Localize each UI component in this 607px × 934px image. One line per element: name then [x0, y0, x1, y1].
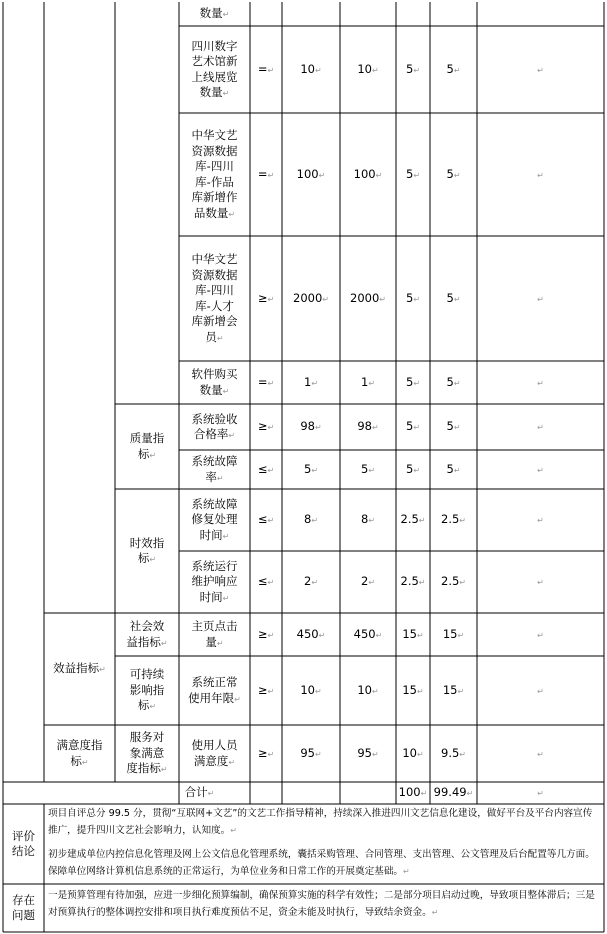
target-value-line: 2000 [293, 290, 323, 305]
weight-value [396, 746, 430, 763]
return-mark-icon: ↵ [314, 423, 322, 433]
return-mark-icon: ↵ [537, 423, 544, 433]
return-mark-icon: ↵ [371, 65, 379, 75]
operator-cell-line: = [257, 374, 268, 389]
actual-value-line: 5 [360, 461, 369, 476]
operator-cell [250, 574, 282, 591]
remark-cell [477, 746, 604, 763]
score-value [430, 462, 477, 479]
indicator-name-line: 品数量 [193, 205, 229, 220]
return-mark-icon: ↵ [99, 665, 106, 675]
target-value [282, 512, 340, 529]
indicator-name-line: 员 [205, 329, 217, 344]
score-value-line: 15 [442, 682, 458, 697]
actual-value [340, 746, 396, 763]
score-value-line: 5 [446, 461, 454, 476]
operator-cell [250, 746, 282, 763]
return-mark-icon: ↵ [537, 65, 544, 75]
indicator-name-line: 修复处理 [191, 512, 238, 527]
actual-value [340, 62, 396, 79]
score-value [430, 683, 477, 700]
weight-value-line: 5 [405, 61, 414, 76]
return-mark-icon: ↵ [318, 630, 326, 640]
level2-service-line: 象满意 [129, 745, 165, 760]
target-value [282, 627, 340, 644]
return-mark-icon: ↵ [234, 694, 241, 704]
operator-cell-line: ≤ [257, 574, 268, 589]
total-score [430, 785, 477, 802]
actual-value [340, 419, 396, 436]
return-mark-icon: ↵ [537, 789, 544, 798]
issues-label [3, 893, 44, 924]
return-mark-icon: ↵ [379, 294, 386, 304]
return-mark-icon: ↵ [416, 686, 424, 696]
return-mark-icon: ↵ [222, 386, 230, 396]
weight-value [396, 683, 430, 700]
total-label [3, 785, 396, 802]
level2-sustainable [117, 667, 177, 715]
actual-value [340, 683, 396, 700]
score-value-line: 5 [446, 166, 454, 181]
operator-cell [250, 627, 282, 644]
evaluation-paragraph: 项目自评总分 99.5 分，贯彻“互联网+文艺”的文艺工作指导精神，持续深入推进四川文艺信息化建设，做好平台及平台内容宣传推广，提升四川文艺社会影响力，认知度。↵ [48, 808, 593, 836]
remark-cell [477, 512, 604, 529]
return-mark-icon: ↵ [149, 450, 157, 460]
return-mark-icon: ↵ [368, 465, 376, 475]
score-value [430, 746, 477, 763]
indicator-name-line: 库-四川 [195, 159, 234, 173]
actual-value [340, 375, 396, 392]
operator-cell [250, 683, 282, 700]
level1-satisfaction-line: 满意度指 [56, 738, 103, 752]
return-mark-icon: ↵ [216, 333, 224, 343]
return-mark-icon: ↵ [459, 516, 466, 526]
operator-cell [250, 512, 282, 529]
indicator-name [181, 367, 248, 399]
actual-value [340, 512, 396, 529]
weight-value-line: 5 [405, 374, 414, 389]
level2-sustainable-line: 可持续 [129, 667, 165, 682]
target-value-line: 5 [303, 461, 312, 476]
indicator-name-line: 率 [205, 469, 217, 484]
target-value [282, 462, 340, 479]
indicator-name-line: 时间 [199, 589, 223, 604]
indicator-name-line: 维护响应 [191, 574, 238, 589]
return-mark-icon: ↵ [222, 593, 230, 603]
actual-value-line: 10 [357, 61, 372, 76]
return-mark-icon: ↵ [368, 378, 376, 388]
target-value [282, 291, 340, 308]
indicator-name-line: 上线展览 [191, 69, 238, 84]
indicator-name [181, 6, 248, 23]
score-value [430, 375, 477, 392]
return-mark-icon: ↵ [222, 10, 230, 20]
weight-value [396, 291, 430, 308]
actual-value-line: 100 [353, 166, 376, 181]
return-mark-icon: ↵ [368, 516, 376, 526]
weight-value-line: 5 [405, 290, 414, 305]
weight-value [396, 375, 430, 392]
weight-value-line: 10 [402, 745, 417, 760]
target-value-line: 2 [303, 574, 312, 589]
level2-sustainable-line: 标 [137, 698, 150, 713]
actual-value [340, 167, 396, 184]
indicator-name-line: 库新增作 [191, 190, 238, 204]
operator-cell-line: ≥ [257, 682, 268, 697]
total-weight-line: 100 [398, 785, 421, 799]
return-mark-icon: ↵ [537, 465, 544, 475]
return-mark-icon: ↵ [453, 294, 461, 304]
level2-quality-line: 质量指 [129, 431, 165, 445]
weight-value [396, 167, 430, 184]
indicator-name-line: 数量 [199, 85, 223, 99]
actual-value-line: 8 [360, 512, 369, 527]
evaluation-text [48, 806, 600, 880]
weight-value [396, 419, 430, 436]
level1-satisfaction-line: 标 [70, 753, 82, 768]
target-value-line: 95 [300, 745, 315, 760]
return-mark-icon: ↵ [311, 516, 319, 526]
return-mark-icon: ↵ [267, 686, 275, 696]
indicator-name [181, 454, 248, 486]
return-mark-icon: ↵ [537, 578, 544, 588]
indicator-name [181, 252, 248, 346]
level2-quality [117, 431, 177, 463]
target-value [282, 574, 340, 591]
level2-service-line: 度指标 [126, 761, 161, 776]
level2-social [117, 619, 177, 651]
operator-cell [250, 167, 282, 184]
return-mark-icon: ↵ [371, 423, 379, 433]
indicator-name-line: 系统故障 [191, 454, 238, 468]
return-mark-icon: ↵ [453, 170, 461, 180]
remark-cell [477, 574, 604, 591]
indicator-name-line: 使用年限 [188, 690, 235, 705]
level2-service-line: 服务对 [129, 730, 165, 745]
indicator-name [181, 128, 248, 222]
score-value-line: 5 [446, 419, 454, 434]
weight-value [396, 512, 430, 529]
return-mark-icon: ↵ [149, 702, 157, 712]
level1-benefit-line: 效益指标 [53, 661, 100, 676]
indicator-name-line: 库-作品 [195, 174, 234, 189]
score-value-line: 5 [446, 374, 454, 389]
evaluation-paragraph: 初步建成单位内控信息化管理及网上公文信息化管理系统，囊括采购管理、合同管理、支出管理、公文管理及后台配置等几方面。保障单位网络计算机信息系统的正常运行，为单位业务和日常工作的开展奠定基础。↵ [48, 849, 595, 877]
return-mark-icon: ↵ [413, 294, 421, 304]
actual-value [340, 574, 396, 591]
score-value [430, 167, 477, 184]
return-mark-icon: ↵ [413, 465, 421, 475]
remark-cell [477, 419, 604, 436]
return-mark-icon: ↵ [402, 866, 410, 876]
return-mark-icon: ↵ [160, 638, 168, 648]
level2-service [117, 730, 177, 778]
remark-cell [477, 167, 604, 184]
indicator-name [181, 738, 248, 770]
return-mark-icon: ↵ [267, 65, 275, 75]
return-mark-icon: ↵ [267, 294, 275, 304]
evaluation-label-line: 评价 [12, 828, 35, 843]
return-mark-icon: ↵ [318, 170, 326, 180]
return-mark-icon: ↵ [228, 757, 236, 767]
indicator-name-line: 资源数据 [191, 143, 238, 158]
remark-cell [477, 683, 604, 700]
level1-satisfaction [46, 738, 113, 770]
indicator-name-line: 中华文艺 [191, 252, 238, 266]
operator-cell-line: ≥ [257, 745, 268, 760]
return-mark-icon: ↵ [413, 423, 421, 433]
level2-social-line: 社会效 [129, 619, 165, 633]
indicator-name-line: 使用人员 [191, 738, 238, 752]
return-mark-icon: ↵ [311, 465, 319, 475]
level2-timeliness-line: 时效指 [129, 535, 165, 550]
issues-label-line: 问题 [12, 908, 35, 922]
return-mark-icon: ↵ [418, 516, 426, 526]
return-mark-icon: ↵ [537, 630, 544, 640]
return-mark-icon: ↵ [267, 170, 275, 180]
weight-value-line: 2.5 [400, 574, 419, 589]
return-mark-icon: ↵ [267, 630, 275, 640]
weight-value [396, 62, 430, 79]
return-mark-icon: ↵ [453, 465, 461, 475]
return-mark-icon: ↵ [537, 170, 544, 180]
actual-value-line: 2 [360, 574, 369, 589]
target-value-line: 450 [296, 626, 319, 641]
score-value [430, 574, 477, 591]
return-mark-icon: ↵ [222, 89, 230, 98]
score-value [430, 512, 477, 529]
return-mark-icon: ↵ [267, 423, 275, 433]
indicator-name-line: 系统正常 [191, 675, 238, 689]
total-score-line: 99.49 [433, 785, 467, 799]
operator-cell [250, 291, 282, 308]
remark-cell [477, 62, 604, 79]
return-mark-icon: ↵ [81, 757, 89, 767]
return-mark-icon: ↵ [207, 789, 215, 798]
target-value-line: 8 [303, 512, 312, 527]
score-value-line: 2.5 [441, 512, 460, 527]
return-mark-icon: ↵ [459, 578, 466, 588]
operator-cell-line: ≤ [257, 512, 268, 527]
return-mark-icon: ↵ [216, 473, 224, 483]
level1-benefit [46, 661, 113, 678]
return-mark-icon: ↵ [466, 789, 474, 798]
return-mark-icon: ↵ [459, 749, 466, 759]
level2-timeliness [117, 536, 177, 568]
return-mark-icon: ↵ [537, 378, 544, 388]
issues-text: 一是预算管理有待加强，应进一步细化预算编制，确保预算实施的科学有效性；二是部分项目启动过晚，导致项目整体滞后；三是对预算执行的整体调控安排和项目执行难度预估不足，资金未能及时执行，导致结余资金。↵ [48, 890, 595, 918]
return-mark-icon: ↵ [420, 789, 428, 798]
operator-cell-line: ≥ [257, 626, 268, 641]
indicator-name-line: 库新增会 [191, 314, 238, 328]
indicator-name [181, 39, 248, 102]
return-mark-icon: ↵ [216, 638, 224, 648]
remark-cell [477, 462, 604, 479]
operator-cell [250, 419, 282, 436]
target-value-line: 10 [300, 682, 315, 697]
score-value-line: 5 [446, 61, 454, 76]
target-value [282, 746, 340, 763]
return-mark-icon: ↵ [311, 578, 319, 588]
actual-value-line: 1 [360, 374, 369, 389]
return-mark-icon: ↵ [371, 686, 379, 696]
return-mark-icon: ↵ [267, 465, 275, 475]
indicator-name [181, 619, 248, 651]
indicator-name-line: 系统验收 [191, 411, 238, 426]
operator-cell [250, 462, 282, 479]
indicator-name-line: 满意度 [193, 753, 229, 768]
weight-value [396, 627, 430, 644]
weight-value [396, 462, 430, 479]
return-mark-icon: ↵ [314, 65, 322, 75]
return-mark-icon: ↵ [457, 686, 465, 696]
indicator-name-line: 合格率 [193, 427, 229, 441]
operator-cell-line: ≤ [257, 461, 268, 476]
indicator-name [181, 559, 248, 607]
evaluation-label-line: 结论 [12, 844, 35, 858]
level2-quality-line: 标 [137, 446, 150, 461]
target-value [282, 375, 340, 392]
return-mark-icon: ↵ [416, 630, 424, 640]
actual-value-line: 98 [357, 419, 372, 434]
return-mark-icon: ↵ [160, 765, 168, 775]
target-value-line: 1 [303, 374, 312, 389]
actual-value-line: 2000 [350, 290, 380, 305]
indicator-name [181, 412, 248, 444]
return-mark-icon: ↵ [537, 516, 544, 526]
weight-value-line: 5 [405, 419, 414, 434]
return-mark-icon: ↵ [368, 578, 376, 588]
target-value-line: 98 [300, 419, 315, 434]
issues-label-line: 存在 [12, 892, 35, 907]
return-mark-icon: ↵ [314, 686, 322, 696]
return-mark-icon: ↵ [413, 378, 421, 388]
indicator-name-line: 库-四川 [195, 283, 234, 297]
target-value-line: 10 [300, 61, 315, 76]
indicator-name [181, 497, 248, 545]
score-value [430, 62, 477, 79]
actual-value [340, 627, 396, 644]
indicator-name-line: 软件购买 [191, 367, 238, 381]
target-value-line: 100 [296, 166, 319, 181]
target-value [282, 167, 340, 184]
total-weight [396, 785, 430, 802]
return-mark-icon: ↵ [371, 749, 379, 759]
indicator-name-line: 数量 [199, 382, 223, 397]
return-mark-icon: ↵ [228, 431, 236, 440]
actual-value-line: 10 [357, 682, 372, 697]
return-mark-icon: ↵ [375, 630, 383, 640]
operator-cell-line: = [257, 166, 268, 181]
indicator-name-line: 数量 [199, 6, 223, 21]
return-mark-icon: ↵ [267, 578, 275, 588]
return-mark-icon: ↵ [413, 170, 421, 180]
return-mark-icon: ↵ [314, 749, 322, 759]
return-mark-icon: ↵ [230, 825, 237, 835]
indicator-name [181, 675, 248, 707]
return-mark-icon: ↵ [537, 686, 544, 696]
operator-cell-line: ≥ [257, 419, 268, 434]
level2-timeliness-line: 标 [137, 551, 150, 565]
return-mark-icon: ↵ [375, 170, 383, 180]
evaluation-label [3, 829, 44, 860]
return-mark-icon: ↵ [457, 630, 465, 640]
target-value [282, 62, 340, 79]
operator-cell [250, 62, 282, 79]
indicator-name-line: 量 [205, 634, 217, 649]
weight-value-line: 5 [405, 166, 414, 181]
actual-value [340, 462, 396, 479]
indicator-name-line: 中华文艺 [191, 128, 238, 142]
return-mark-icon: ↵ [416, 749, 424, 759]
score-value-line: 9.5 [441, 745, 460, 760]
score-value-line: 2.5 [441, 574, 460, 589]
weight-value-line: 15 [402, 682, 417, 697]
return-mark-icon: ↵ [222, 531, 230, 541]
return-mark-icon: ↵ [418, 578, 426, 588]
weight-value-line: 2.5 [400, 512, 419, 527]
actual-value-line: 450 [353, 626, 376, 641]
return-mark-icon: ↵ [267, 749, 275, 759]
score-value-line: 5 [446, 290, 454, 305]
return-mark-icon: ↵ [453, 65, 461, 75]
return-mark-icon: ↵ [453, 423, 461, 433]
return-mark-icon: ↵ [267, 516, 275, 526]
level2-social-line: 益指标 [126, 634, 161, 649]
total-remark [477, 785, 604, 802]
indicator-name-line: 主页点击 [191, 619, 238, 633]
indicator-name-line: 资源数据 [191, 267, 238, 282]
indicator-name-line: 库-人才 [195, 298, 234, 313]
return-mark-icon: ↵ [267, 378, 275, 388]
weight-value-line: 15 [402, 626, 417, 641]
indicator-name-line: 时间 [199, 527, 223, 542]
remark-cell [477, 375, 604, 392]
return-mark-icon: ↵ [228, 209, 236, 219]
target-value [282, 419, 340, 436]
actual-value-line: 95 [357, 745, 372, 760]
score-value [430, 627, 477, 644]
score-value-line: 15 [442, 626, 458, 641]
weight-value [396, 574, 430, 591]
return-mark-icon: ↵ [453, 378, 461, 388]
return-mark-icon: ↵ [537, 749, 544, 759]
operator-cell-line: = [257, 61, 268, 76]
return-mark-icon: ↵ [537, 294, 544, 304]
target-value [282, 683, 340, 700]
return-mark-icon: ↵ [149, 555, 157, 564]
remark-cell [477, 627, 604, 644]
indicator-name-line: 系统故障 [191, 496, 238, 511]
actual-value [340, 291, 396, 308]
operator-cell [250, 375, 282, 392]
indicator-name-line: 艺术馆新 [191, 54, 238, 68]
score-value [430, 291, 477, 308]
return-mark-icon: ↵ [322, 294, 329, 304]
return-mark-icon: ↵ [413, 65, 421, 75]
total-label-line: 合计 [184, 785, 208, 799]
indicator-name-line: 四川数字 [191, 38, 238, 53]
return-mark-icon: ↵ [431, 907, 439, 917]
level2-sustainable-line: 影响指 [129, 682, 165, 697]
operator-cell-line: ≥ [257, 290, 268, 305]
indicator-name-line: 系统运行 [191, 558, 238, 573]
score-value [430, 419, 477, 436]
return-mark-icon: ↵ [311, 378, 319, 388]
remark-cell [477, 291, 604, 308]
weight-value-line: 5 [405, 461, 414, 476]
